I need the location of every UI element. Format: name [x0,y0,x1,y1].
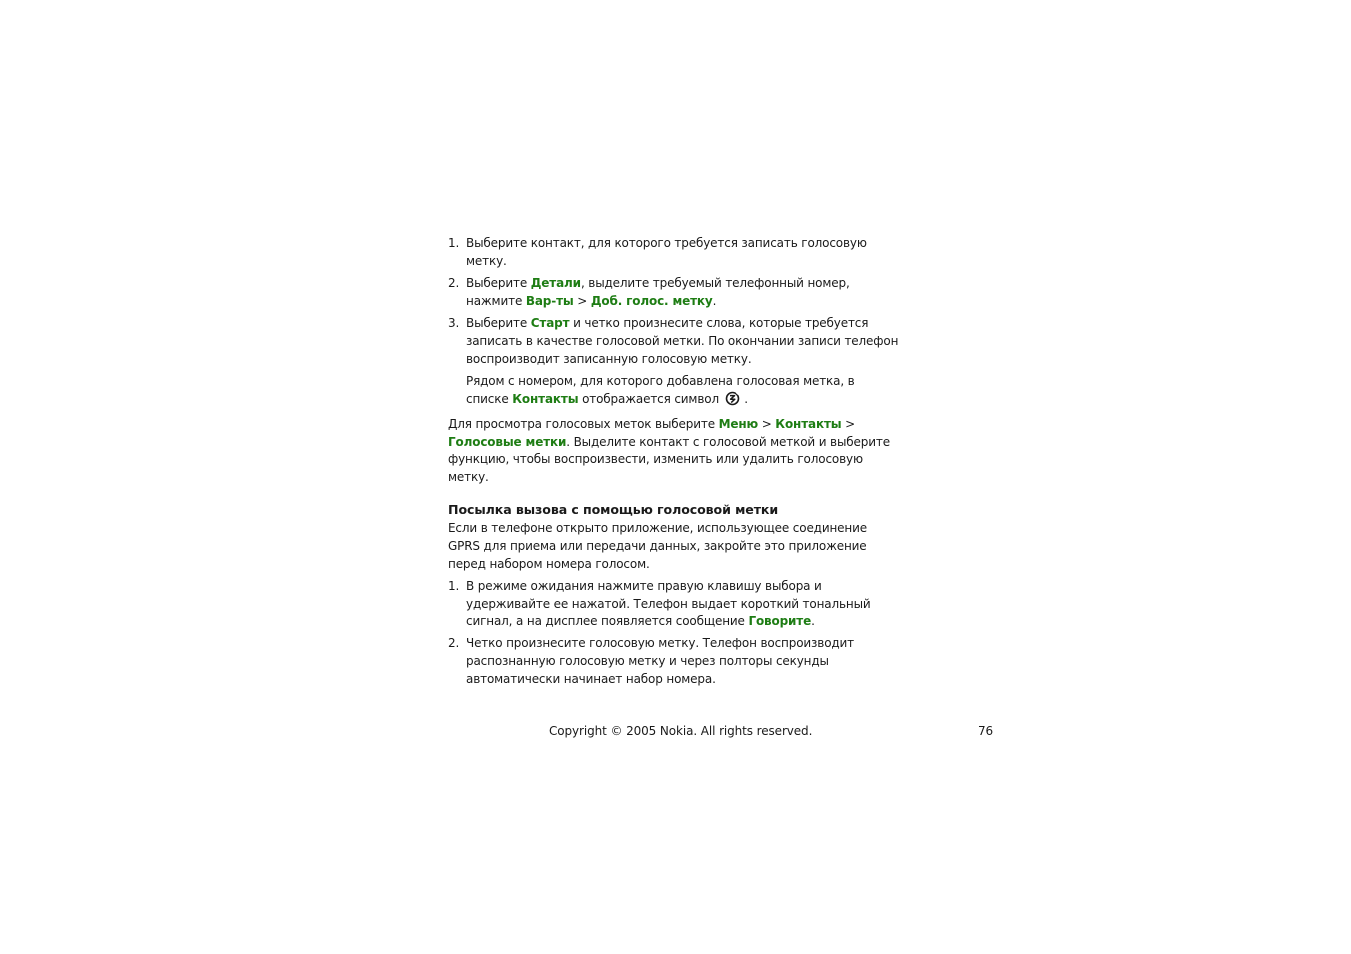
menu-keyword: Говорите [748,614,812,629]
list-number: 2. [448,275,460,290]
note-paragraph: Рядом с номером, для которого добавлена голосовая метка, в списке Контакты отображается символ . [448,373,900,412]
step-text: Выберите контакт, для которого требуется записать голосовую метку. [466,236,867,268]
list-item: 1. В режиме ожидания нажмите правую клавишу выбора и удерживайте ее нажатой. Телефон выдает короткий тональный сигнал, а на дисплее появляется сообщение Говорите. [448,578,871,629]
list-number: 2. [448,636,460,651]
menu-keyword: Голосовые метки [448,434,567,449]
menu-keyword: Детали [530,275,581,290]
voice-tag-icon [725,391,740,412]
section-intro: Если в телефоне открыто приложение, использующее соединение GPRS для приема или передачи данных, закройте это приложение перед набором номера голосом. [448,520,867,571]
menu-keyword: Меню [718,416,759,431]
step-text: Четко произнесите голосовую метку. Телефон воспроизводит распознанную голосовую метку и через полторы секунды автоматически начинает набор номера. [466,636,855,687]
menu-keyword: Старт [530,315,570,330]
list-number: 3. [448,315,460,330]
menu-keyword: Контакты [512,391,579,406]
list-number: 1. [448,578,460,593]
copyright-notice: Copyright © 2005 Nokia. All rights reserved. [549,724,813,738]
list-number: 1. [448,236,460,250]
content-column [448,235,900,693]
menu-keyword: Контакты [775,416,842,431]
list-item [448,635,900,688]
menu-keyword: Вар-ты [525,293,574,308]
list-item [448,235,900,271]
section-heading: Посылка вызова с помощью голосовой метки [448,501,779,517]
page-number: 76 [978,724,994,738]
view-voice-tags-paragraph: Для просмотра голосовых меток выберите Меню > Контакты > Голосовые метки. Выделите контакт с голосовой меткой и выберите функцию, чтобы воспроизвести, изменить или удалить голосовую метку. [448,416,890,485]
menu-keyword: Доб. голос. метку [590,293,713,308]
list-item: 3. Выберите Старт и четко произнесите слова, которые требуется записать в качестве голосовой метки. По окончании записи телефон воспроизводит записанную голосовую метку. [448,315,899,366]
list-item: 2. Выберите Детали, выделите требуемый телефонный номер, нажмите Вар-ты > Доб. голос. метку. [448,275,850,308]
